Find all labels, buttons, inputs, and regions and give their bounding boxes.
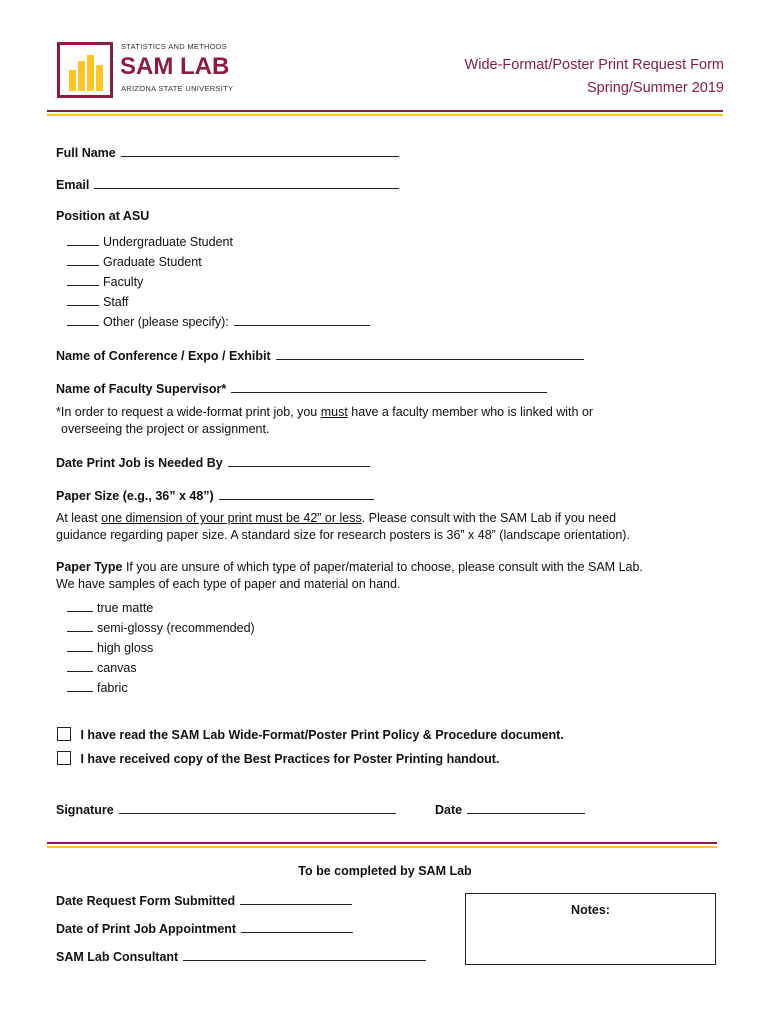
note-must: must — [320, 405, 348, 419]
logo — [57, 40, 232, 98]
email-blank[interactable] — [94, 176, 399, 189]
list-item — [67, 293, 370, 313]
date-needed-field — [56, 454, 370, 470]
submitted-label: Date Request Form Submitted — [56, 894, 236, 908]
note-text: overseeing the project or assignment. — [61, 422, 270, 436]
conference-blank[interactable] — [276, 347, 584, 360]
full-name-field — [56, 144, 399, 160]
note-text: . Please consult with the SAM Lab if you need — [361, 511, 617, 525]
option-label: Undergraduate Student — [103, 235, 233, 249]
option-label: fabric — [97, 681, 128, 695]
list-item — [67, 273, 370, 293]
option-label: Graduate Student — [103, 255, 202, 269]
paper-type-options — [67, 599, 255, 699]
form-title: Wide-Format/Poster Print Request Form — [464, 57, 724, 73]
notes-box[interactable] — [465, 893, 716, 965]
supervisor-field — [56, 380, 547, 396]
list-item — [67, 233, 370, 253]
option-blank[interactable] — [67, 233, 99, 246]
option-blank[interactable] — [67, 619, 93, 632]
policy-checkbox[interactable] — [57, 727, 71, 741]
list-item — [67, 313, 370, 333]
date-label: Date — [435, 803, 463, 817]
paper-type-text: We have samples of each type of paper and material on hand. — [56, 577, 401, 591]
option-blank[interactable] — [67, 293, 99, 306]
note-text: At least — [56, 511, 102, 525]
option-blank[interactable] — [67, 599, 93, 612]
date-needed-blank[interactable] — [228, 454, 370, 467]
logo-bar — [96, 65, 103, 91]
option-blank[interactable] — [67, 273, 99, 286]
supervisor-note — [56, 404, 593, 438]
notes-label: Notes: — [571, 903, 610, 917]
signature-field — [56, 801, 396, 817]
paper-size-blank[interactable] — [219, 487, 374, 500]
logo-mark — [57, 42, 113, 98]
option-label: Faculty — [103, 275, 144, 289]
signature-blank[interactable] — [119, 801, 396, 814]
appointment-field — [56, 920, 353, 936]
note-text: guidance regarding paper size. A standard size for research posters is 36” x 48” (landscape orientation). — [56, 528, 630, 542]
handout-checkbox[interactable] — [57, 751, 71, 765]
option-label: Other (please specify): — [103, 315, 229, 329]
email-field — [56, 176, 399, 192]
list-item — [67, 679, 255, 699]
checkbox-row — [57, 727, 564, 742]
checkbox-row — [57, 751, 499, 766]
consultant-label: SAM Lab Consultant — [56, 950, 179, 964]
email-label: Email — [56, 178, 90, 192]
other-specify-blank[interactable] — [234, 313, 370, 326]
position-options — [67, 233, 370, 333]
conference-field — [56, 347, 584, 363]
paper-type-label: Paper Type — [56, 560, 123, 574]
option-label: true matte — [97, 601, 154, 615]
divider — [47, 846, 717, 848]
note-text: *In order to request a wide-format print job, you — [56, 405, 321, 419]
list-item — [67, 619, 255, 639]
full-name-blank[interactable] — [121, 144, 399, 157]
appointment-label: Date of Print Job Appointment — [56, 922, 237, 936]
option-blank[interactable] — [67, 659, 93, 672]
divider — [47, 114, 723, 116]
paper-size-field — [56, 487, 374, 503]
logo-top-text: STATISTICS AND METHODS — [121, 42, 227, 51]
submitted-blank[interactable] — [240, 892, 352, 905]
supervisor-blank[interactable] — [231, 380, 547, 393]
supervisor-label: Name of Faculty Supervisor* — [56, 382, 227, 396]
divider — [47, 110, 723, 112]
option-label: Staff — [103, 295, 129, 309]
option-blank[interactable] — [67, 679, 93, 692]
date-blank[interactable] — [467, 801, 585, 814]
note-underlined: one dimension of your print must be 42” or less — [101, 511, 362, 525]
form-term: Spring/Summer 2019 — [586, 80, 724, 96]
paper-type-intro — [56, 559, 643, 593]
checkbox-label: I have read the SAM Lab Wide-Format/Poster Print Policy & Procedure document. — [80, 728, 564, 742]
paper-size-label: Paper Size (e.g., 36” x 48”) — [56, 489, 214, 503]
checkbox-label: I have received copy of the Best Practices for Poster Printing handout. — [80, 752, 500, 766]
list-item — [67, 639, 255, 659]
option-label: semi-glossy (recommended) — [97, 621, 255, 635]
divider — [47, 842, 717, 844]
lab-section-title: To be completed by SAM Lab — [298, 864, 472, 878]
conference-label: Name of Conference / Expo / Exhibit — [56, 349, 271, 363]
consultant-blank[interactable] — [183, 948, 426, 961]
size-note — [56, 510, 630, 544]
logo-bar — [78, 61, 85, 91]
logo-bar — [87, 55, 94, 91]
appointment-blank[interactable] — [241, 920, 353, 933]
signature-label: Signature — [56, 803, 114, 817]
logo-name: SAM LAB — [120, 53, 230, 80]
option-blank[interactable] — [67, 313, 99, 326]
position-label: Position at ASU — [56, 209, 150, 223]
paper-type-text: If you are unsure of which type of paper/material to choose, please consult with the SAM Lab. — [122, 560, 643, 574]
consultant-field — [56, 948, 426, 964]
note-text: have a faculty member who is linked with or — [347, 405, 594, 419]
submitted-field — [56, 892, 352, 908]
list-item — [67, 599, 255, 619]
list-item — [67, 253, 370, 273]
option-label: high gloss — [97, 641, 154, 655]
logo-bar — [69, 70, 76, 91]
date-field — [435, 801, 585, 817]
option-label: canvas — [97, 661, 137, 675]
option-blank[interactable] — [67, 253, 99, 266]
full-name-label: Full Name — [56, 146, 116, 160]
logo-bottom-text: ARIZONA STATE UNIVERSITY — [121, 84, 234, 93]
option-blank[interactable] — [67, 639, 93, 652]
date-needed-label: Date Print Job is Needed By — [56, 456, 223, 470]
list-item — [67, 659, 255, 679]
